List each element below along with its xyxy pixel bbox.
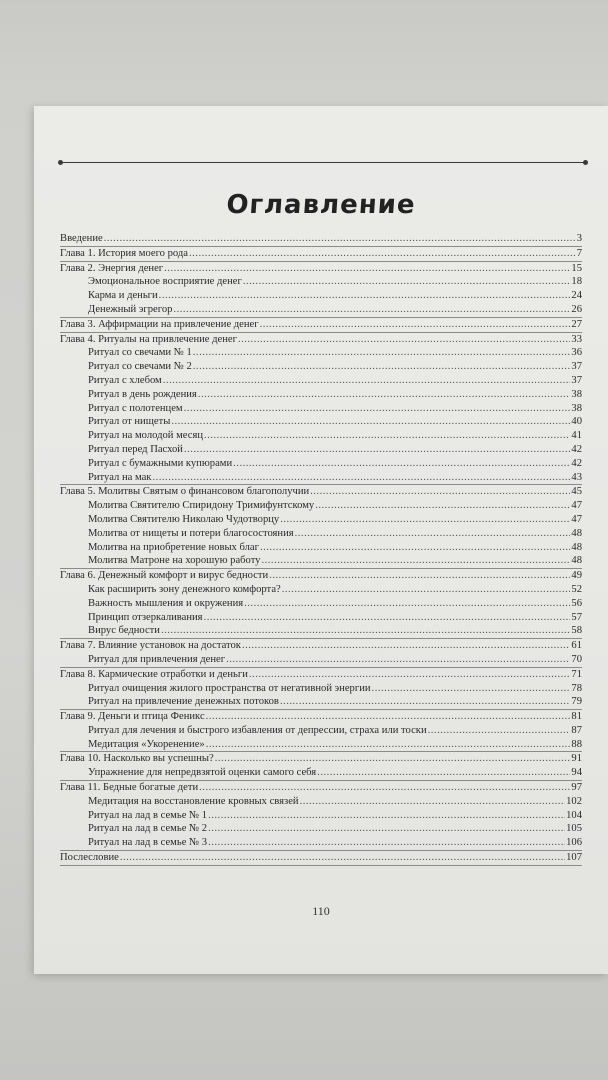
toc-section — [60, 668, 582, 710]
dot-leader — [189, 247, 576, 261]
toc-entry-title: Послесловие — [60, 852, 119, 864]
dot-leader — [315, 499, 570, 513]
header-rule — [60, 162, 585, 163]
toc-entry-title: Ритуал для привлечения денег — [88, 653, 226, 665]
toc-subentry — [60, 682, 582, 696]
dot-leader — [249, 668, 571, 682]
toc-entry-page: 41 — [571, 430, 582, 442]
toc-section — [60, 851, 582, 866]
toc-entry — [60, 232, 582, 246]
rule-end-dot-right — [583, 160, 588, 165]
toc-entry-page: 61 — [571, 640, 582, 652]
toc-subentry — [60, 809, 582, 823]
dot-leader — [208, 822, 565, 836]
toc-entry-title: Ритуал с полотенцем — [88, 402, 183, 414]
toc-subentry — [60, 443, 582, 457]
toc-entry-title: Ритуал для лечения и быстрого избавления от депрессии, страха или тоски — [88, 724, 427, 736]
toc-subentry — [60, 457, 582, 471]
toc-entry-page: 15 — [571, 262, 582, 274]
dot-leader — [164, 262, 570, 276]
dot-leader — [260, 318, 571, 332]
toc-subentry — [60, 653, 582, 667]
toc-entry-page: 48 — [571, 527, 582, 539]
toc-subentry — [60, 499, 582, 513]
toc-subentry — [60, 611, 582, 625]
toc-subentry — [60, 836, 582, 850]
toc-entry-page: 42 — [571, 457, 582, 469]
toc-entry-title: Ритуал с хлебом — [88, 374, 162, 386]
toc-entry-title: Ритуал с бумажными купюрами — [88, 457, 233, 469]
toc-subentry — [60, 766, 582, 780]
toc-entry-title: Ритуал от нищеты — [88, 416, 171, 428]
toc-subentry — [60, 724, 582, 738]
toc-entry-page: 91 — [571, 753, 582, 765]
toc-entry-title: Молитва Матроне на хорошую работу — [88, 555, 261, 567]
toc-entry-page: 102 — [566, 795, 582, 807]
toc-entry-page: 26 — [571, 303, 582, 315]
toc-entry — [60, 639, 582, 653]
toc-entry-title: Ритуал перед Пасхой — [88, 443, 183, 455]
dot-leader — [280, 695, 570, 709]
toc-entry-title: Молитва Святителю Николаю Чудотворцу — [88, 513, 280, 525]
toc-entry-page: 47 — [571, 500, 582, 512]
toc-entry — [60, 781, 582, 795]
dot-leader — [280, 513, 570, 527]
toc-entry — [60, 668, 582, 682]
toc-subentry — [60, 429, 582, 443]
dot-leader — [243, 275, 571, 289]
toc-subentry — [60, 822, 582, 836]
toc-section — [60, 485, 582, 569]
toc-entry-page: 70 — [571, 653, 582, 665]
toc-entry-page: 87 — [571, 724, 582, 736]
toc-entry-page: 45 — [571, 486, 582, 498]
toc-section — [60, 752, 582, 781]
toc-entry-page: 57 — [571, 611, 582, 623]
toc-subentry — [60, 303, 582, 317]
dot-leader — [120, 851, 565, 865]
toc-entry-page: 94 — [571, 767, 582, 779]
toc-entry-page: 38 — [571, 388, 582, 400]
toc-section — [60, 333, 582, 486]
toc-entry-title: Глава 10. Насколько вы успешны? — [60, 753, 214, 765]
toc-entry-page: 106 — [566, 837, 582, 849]
toc-entry — [60, 485, 582, 499]
toc-subentry — [60, 415, 582, 429]
toc-section — [60, 262, 582, 318]
toc-entry-page: 107 — [566, 852, 582, 864]
toc-entry-page: 79 — [571, 696, 582, 708]
page-title: Оглавление — [225, 190, 417, 220]
toc-entry-title: Глава 8. Кармические отработки и деньги — [60, 668, 248, 680]
toc-subentry — [60, 513, 582, 527]
dot-leader — [372, 682, 571, 696]
toc-entry — [60, 569, 582, 583]
dot-leader — [260, 541, 570, 555]
toc-section — [60, 247, 582, 262]
rule-end-dot-left — [58, 160, 63, 165]
dot-leader — [184, 443, 570, 457]
toc-subentry — [60, 289, 582, 303]
toc-subentry — [60, 795, 582, 809]
dot-leader — [317, 766, 570, 780]
toc-subentry — [60, 360, 582, 374]
dot-leader — [161, 624, 570, 638]
toc-entry-page: 18 — [571, 276, 582, 288]
dot-leader — [215, 752, 571, 766]
toc-entry-title: Ритуал на лад в семье № 1 — [88, 809, 208, 821]
dot-leader — [242, 639, 570, 653]
toc-subentry — [60, 346, 582, 360]
toc-entry-title: Как расширить зону денежного комфорта? — [88, 583, 281, 595]
toc-entry — [60, 318, 582, 332]
toc-entry-page: 58 — [571, 625, 582, 637]
toc-entry-title: Ритуал на мак — [88, 471, 152, 483]
dot-leader — [204, 429, 570, 443]
toc-entry-page: 104 — [566, 809, 582, 821]
toc-entry-page: 52 — [571, 583, 582, 595]
toc-entry-page: 36 — [571, 347, 582, 359]
dot-leader — [238, 333, 570, 347]
dot-leader — [199, 781, 570, 795]
toc-entry-page: 47 — [571, 513, 582, 525]
toc-entry — [60, 752, 582, 766]
toc-entry-title: Ритуал очищения жилого пространства от негативной энергии — [88, 682, 371, 694]
toc-subentry — [60, 471, 582, 485]
toc-entry-page: 48 — [571, 541, 582, 553]
toc-subentry — [60, 624, 582, 638]
toc-entry-page: 40 — [571, 416, 582, 428]
toc-entry — [60, 333, 582, 347]
dot-leader — [208, 809, 565, 823]
toc-entry-page: 48 — [571, 555, 582, 567]
page-number: 110 — [312, 904, 330, 918]
toc-entry-title: Глава 3. Аффирмации на привлечение денег — [60, 318, 259, 330]
toc-subentry — [60, 554, 582, 568]
dot-leader — [159, 289, 571, 303]
toc-entry-title: Вирус бедности — [88, 625, 160, 637]
toc-entry-title: Глава 6. Денежный комфорт и вирус бедности — [60, 570, 269, 582]
toc-subentry — [60, 738, 582, 752]
toc-entry-title: Важность мышления и окружения — [88, 597, 244, 609]
toc-entry-title: Глава 2. Энергия денег — [60, 262, 164, 274]
toc-section — [60, 232, 582, 247]
toc-entry-title: Ритуал со свечами № 2 — [88, 361, 192, 373]
toc-subentry — [60, 275, 582, 289]
toc-subentry — [60, 583, 582, 597]
toc-section — [60, 318, 582, 333]
table-of-contents — [60, 232, 582, 866]
toc-entry-title: Введение — [60, 233, 103, 244]
toc-entry-page: 7 — [576, 247, 582, 259]
toc-entry-page: 37 — [571, 374, 582, 386]
dot-leader — [163, 374, 571, 388]
toc-entry-title: Глава 1. История моего рода — [60, 247, 188, 259]
toc-subentry — [60, 402, 582, 416]
dot-leader — [104, 232, 576, 246]
toc-section — [60, 569, 582, 639]
toc-entry-title: Глава 9. Деньги и птица Феникс — [60, 711, 205, 723]
toc-entry-title: Ритуал на привлечение денежных потоков — [88, 696, 279, 708]
toc-section — [60, 781, 582, 851]
toc-entry-title: Глава 7. Влияние установок на достаток — [60, 640, 241, 652]
toc-entry-title: Эмоциональное восприятие денег — [88, 276, 242, 288]
toc-entry — [60, 262, 582, 276]
dot-leader — [184, 402, 571, 416]
toc-subentry — [60, 597, 582, 611]
toc-entry-page: 88 — [571, 738, 582, 750]
dot-leader — [244, 597, 570, 611]
toc-entry-title: Упражнение для непредвзятой оценки самого себя — [88, 767, 317, 779]
toc-entry-page: 105 — [566, 823, 582, 835]
dot-leader — [226, 653, 570, 667]
toc-entry-page: 42 — [571, 443, 582, 455]
toc-entry-page: 37 — [571, 361, 582, 373]
dot-leader — [204, 611, 571, 625]
toc-subentry — [60, 374, 582, 388]
dot-leader — [269, 569, 570, 583]
toc-entry-title: Молитва Святителю Спиридону Тримифунтскому — [88, 500, 315, 512]
dot-leader — [152, 471, 570, 485]
dot-leader — [173, 303, 570, 317]
dot-leader — [428, 724, 571, 738]
dot-leader — [171, 415, 570, 429]
toc-section — [60, 710, 582, 752]
toc-subentry — [60, 388, 582, 402]
dot-leader — [193, 360, 571, 374]
dot-leader — [310, 485, 570, 499]
toc-entry-title: Ритуал со свечами № 1 — [88, 347, 192, 359]
toc-subentry — [60, 541, 582, 555]
toc-entry-page: 71 — [571, 668, 582, 680]
toc-entry-title: Молитва на приобретение новых благ — [88, 541, 259, 553]
toc-entry-title: Ритуал на молодой месяц — [88, 430, 204, 442]
toc-entry-page: 43 — [571, 471, 582, 483]
dot-leader — [261, 554, 570, 568]
toc-entry — [60, 247, 582, 261]
toc-entry-title: Медитация «Укоренение» — [88, 738, 205, 750]
toc-subentry — [60, 695, 582, 709]
toc-entry-title: Ритуал на лад в семье № 2 — [88, 823, 208, 835]
dot-leader — [198, 388, 571, 402]
toc-entry-page: 3 — [576, 233, 582, 244]
toc-entry-page: 27 — [571, 318, 582, 330]
toc-entry-title: Карма и деньги — [88, 290, 158, 302]
dot-leader — [208, 836, 565, 850]
toc-entry — [60, 851, 582, 865]
dot-leader — [295, 527, 571, 541]
toc-entry-page: 81 — [571, 711, 582, 723]
toc-entry — [60, 710, 582, 724]
toc-entry-page: 24 — [571, 290, 582, 302]
toc-entry-page: 78 — [571, 682, 582, 694]
dot-leader — [300, 795, 566, 809]
toc-entry-title: Глава 11. Бедные богатые дети — [60, 782, 199, 794]
toc-entry-page: 49 — [571, 570, 582, 582]
dot-leader — [233, 457, 570, 471]
toc-entry-page: 33 — [571, 333, 582, 345]
toc-entry-title: Глава 4. Ритуалы на привлечение денег — [60, 333, 237, 345]
toc-entry-title: Молитва от нищеты и потери благосостояния — [88, 527, 294, 539]
toc-entry-title: Медитация на восстановление кровных связей — [88, 795, 299, 807]
toc-entry-title: Денежный эгрегор — [88, 303, 173, 315]
toc-section — [60, 639, 582, 668]
toc-entry-title: Принцип отзеркаливания — [88, 611, 203, 623]
toc-entry-page: 97 — [571, 782, 582, 794]
dot-leader — [206, 710, 571, 724]
toc-entry-title: Глава 5. Молитвы Святым о финансовом благополучии — [60, 486, 310, 498]
toc-entry-page: 56 — [571, 597, 582, 609]
dot-leader — [282, 583, 571, 597]
toc-entry-page: 38 — [571, 402, 582, 414]
toc-entry-title: Ритуал на лад в семье № 3 — [88, 837, 208, 849]
dot-leader — [193, 346, 571, 360]
toc-entry-title: Ритуал в день рождения — [88, 388, 197, 400]
toc-subentry — [60, 527, 582, 541]
book-page — [34, 106, 608, 974]
dot-leader — [206, 738, 571, 752]
